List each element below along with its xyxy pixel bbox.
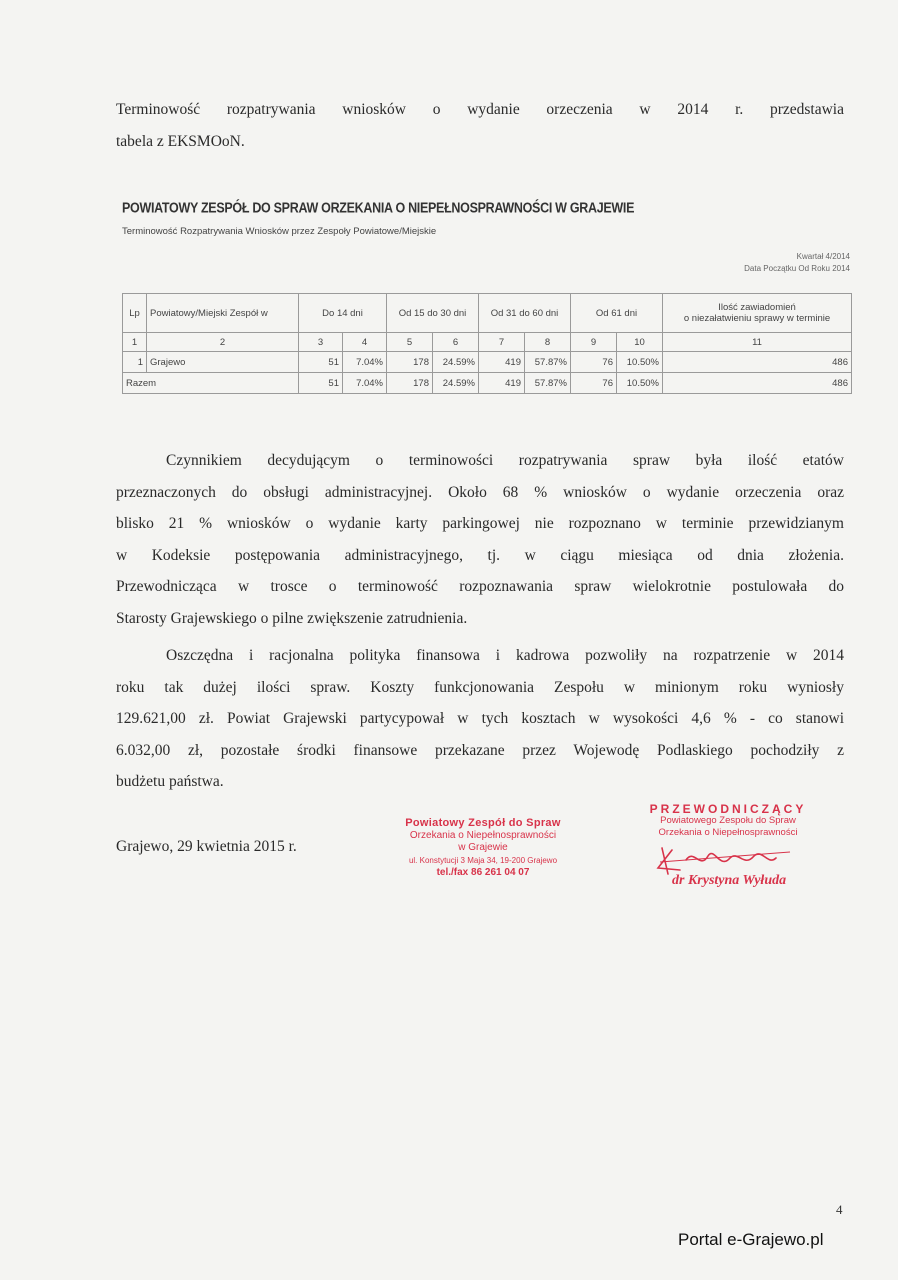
stamp-line: Powiatowy Zespół do Spraw <box>405 817 561 829</box>
signer-name: dr Krystyna Wyłuda <box>672 873 787 888</box>
column-number: 10 <box>617 333 663 352</box>
paragraph-line: Przewodnicząca w trosce o terminowość rozpoznawania spraw wielokrotnie postulowała do <box>116 578 844 595</box>
paragraph-line: 129.621,00 zł. Powiat Grajewski partycypował w tych kosztach w wysokości 4,6 % - co stanowi <box>116 710 844 727</box>
cell-c11: 486 <box>663 352 852 373</box>
cell-c9: 76 <box>571 352 617 373</box>
cell-team: Grajewo <box>147 352 299 373</box>
header-notices <box>663 294 852 333</box>
paragraph-line: blisko 21 % wniosków o wydanie karty parkingowej nie rozpoznano w terminie przewidzianym <box>116 515 844 532</box>
cell-c7: 419 <box>479 352 525 373</box>
place-and-date: Grajewo, 29 kwietnia 2015 r. <box>116 838 297 855</box>
paragraph-line: Czynnikiem decydującym o terminowości rozpatrywania spraw była ilość etatów <box>166 452 844 469</box>
total-c11: 486 <box>663 373 852 394</box>
stamp-line: Orzekania o Niepełnosprawności <box>409 829 557 841</box>
header-31-60: Od 31 do 60 dni <box>479 294 571 333</box>
header-up-to-14: Do 14 dni <box>299 294 387 333</box>
cell-c8: 57.87% <box>525 352 571 373</box>
paragraph-line: w Kodeksie postępowania administracyjnego, tj. w ciągu miesiąca od dnia złożenia. <box>116 546 844 564</box>
report-start-date: Data Początku Od Roku 2014 <box>744 264 850 273</box>
cell-c6: 24.59% <box>433 352 479 373</box>
intro-line: Terminowość rozpatrywania wniosków o wydanie orzeczenia w 2014 r. przedstawia <box>116 101 844 118</box>
header-team: Powiatowy/Miejski Zespół w <box>147 294 299 333</box>
page-number: 4 <box>836 1202 843 1217</box>
timeliness-table <box>122 293 852 394</box>
signature <box>650 840 850 888</box>
header-15-30: Od 15 do 30 dni <box>387 294 479 333</box>
total-c8: 57.87% <box>525 373 571 394</box>
stamp-line: PRZEWODNICZĄCY <box>649 802 807 816</box>
column-number: 6 <box>433 333 479 352</box>
table-row <box>123 352 852 373</box>
total-c6: 24.59% <box>433 373 479 394</box>
total-c5: 178 <box>387 373 433 394</box>
total-c9: 76 <box>571 373 617 394</box>
stamp-line: Powiatowego Zespołu do Spraw <box>660 815 796 826</box>
total-c10: 10.50% <box>617 373 663 394</box>
total-label: Razem <box>123 373 299 394</box>
header-notices-line1: Ilość zawiadomień <box>718 302 796 313</box>
total-c7: 419 <box>479 373 525 394</box>
column-number: 1 <box>123 333 147 352</box>
report-subtitle: Terminowość Rozpatrywania Wniosków przez Zespoły Powiatowe/Miejskie <box>122 226 437 237</box>
table-total-row <box>123 373 852 394</box>
column-number: 5 <box>387 333 433 352</box>
paragraph-line: Oszczędna i racjonalna polityka finansowa i kadrowa pozwoliły na rozpatrzenie w 2014 <box>166 647 844 664</box>
report-title: POWIATOWY ZESPÓŁ DO SPRAW ORZEKANIA O NIEPEŁNOSPRAWNOŚCI W GRAJEWIE <box>122 200 635 217</box>
intro-paragraph <box>116 94 844 157</box>
header-notices-line2: o niezałatwieniu sprawy w terminie <box>683 313 831 324</box>
column-number: 2 <box>147 333 299 352</box>
paragraph-line: Starosty Grajewskiego o pilne zwiększenie zatrudnienia. <box>116 609 468 627</box>
paragraph-line: budżetu państwa. <box>116 773 224 790</box>
cell-lp: 1 <box>123 352 147 373</box>
cell-c5: 178 <box>387 352 433 373</box>
table-column-numbers-row <box>123 333 852 352</box>
cell-c3: 51 <box>299 352 343 373</box>
paragraph-finances <box>116 640 844 798</box>
paragraph-line: roku tak dużej ilości spraw. Koszty funkcjonowania Zespołu w minionym roku wyniosły <box>116 678 844 696</box>
total-c3: 51 <box>299 373 343 394</box>
paragraph-staffing <box>116 445 844 634</box>
column-number: 11 <box>663 333 852 352</box>
stamp-line: w Grajewie <box>458 842 508 853</box>
column-number: 7 <box>479 333 525 352</box>
portal-watermark: Portal e-Grajewo.pl <box>678 1230 824 1249</box>
header-61: Od 61 dni <box>571 294 663 333</box>
office-stamp <box>378 817 588 880</box>
header-lp: Lp <box>123 294 147 333</box>
table-header-row <box>123 294 852 333</box>
chairperson-stamp <box>618 803 838 839</box>
column-number: 3 <box>299 333 343 352</box>
cell-c10: 10.50% <box>617 352 663 373</box>
column-number: 8 <box>525 333 571 352</box>
paragraph-line: przeznaczonych do obsługi administracyjnej. Około 68 % wniosków o wydanie orzeczenia oraz <box>116 483 844 501</box>
stamp-line: ul. Konstytucji 3 Maja 34, 19-200 Grajewo <box>408 855 558 865</box>
cell-c4: 7.04% <box>343 352 387 373</box>
stamp-line: Orzekania o Niepełnosprawności <box>658 827 798 838</box>
paragraph-line: 6.032,00 zł, pozostałe środki finansowe przekazane przez Wojewodę Podlaskiego pochodziły z <box>116 741 844 759</box>
column-number: 9 <box>571 333 617 352</box>
total-c4: 7.04% <box>343 373 387 394</box>
stamp-line: tel./fax 86 261 04 07 <box>436 867 530 878</box>
column-number: 4 <box>343 333 387 352</box>
report-quarter: Kwartał 4/2014 <box>796 252 850 261</box>
intro-line: tabela z EKSMOoN. <box>116 132 245 150</box>
